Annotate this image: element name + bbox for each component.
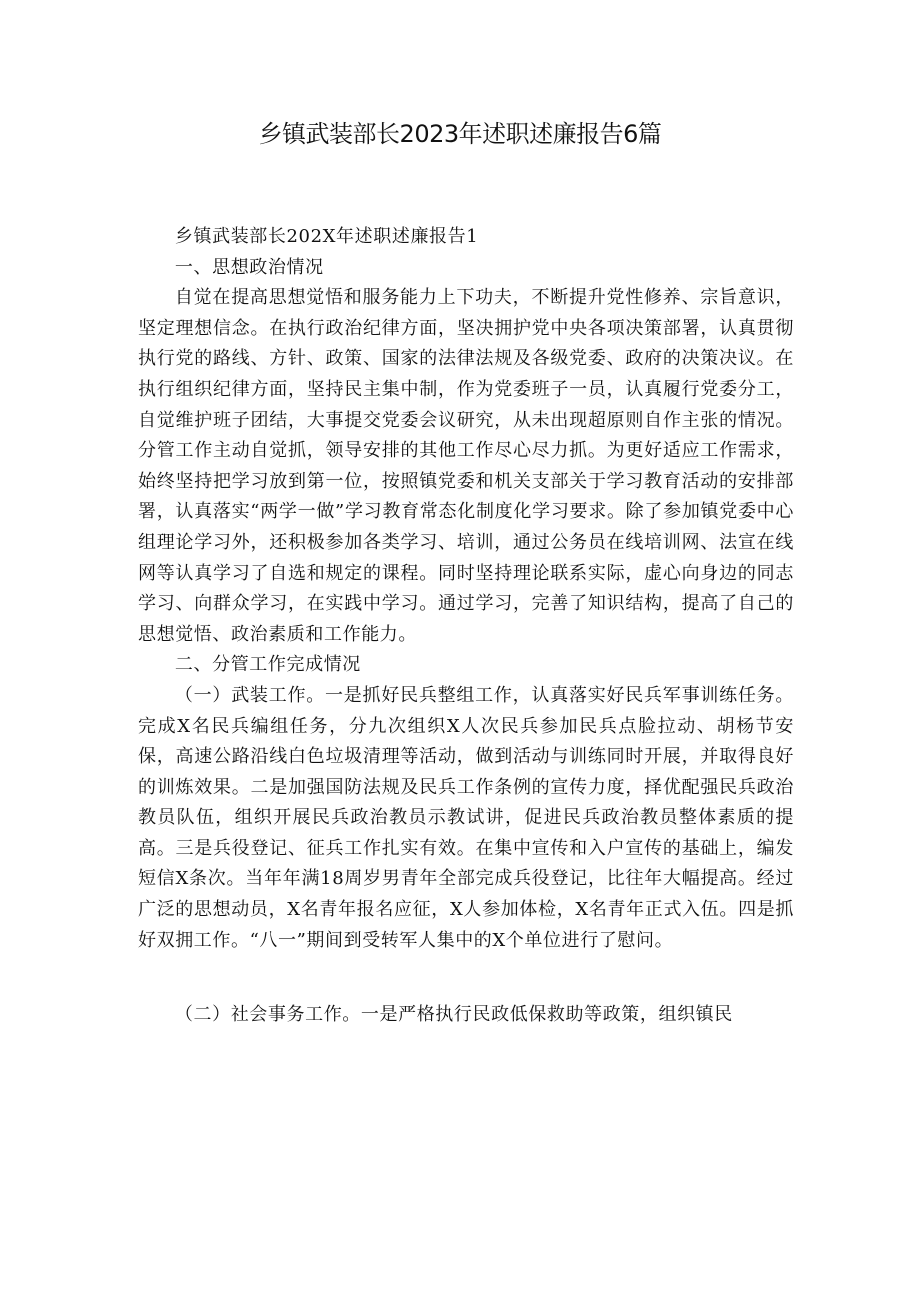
document-body bbox=[138, 222, 794, 1031]
report-subtitle: 乡镇武装部长202X年述职述廉报告1 bbox=[174, 226, 479, 247]
section-heading-ideology: 一、思想政治情况 bbox=[174, 256, 324, 278]
document-title: 乡镇武装部长2023年述职述廉报告6篇 bbox=[258, 120, 662, 148]
paragraph-social-affairs-work: （二）社会事务工作。一是严格执行民政低保救助等政策，组织镇民 bbox=[174, 1004, 733, 1026]
paragraph-gap bbox=[138, 956, 794, 1000]
paragraph-armed-forces-work: （一）武装工作。一是抓好民兵整组工作，认真落实好民兵军事训练任务。完成X名民兵编组任务，分九次组织X人次民兵参加民兵点脸拉动、胡杨节安保，高速公路沿线白色垃圾清理等活动，做到活动与训练同时开展，并取得良好的训炼效果。二是加强国防法规及民兵工作条例的宣传力度，择优配强民兵政治教员队伍，组织开展民兵政治教员示教试讲，促进民兵政治教员整体素质的提高。三是兵役登记、征兵工作扎实有效。在集中宣传和入户宣传的基础上，编发短信X条次。当年年满18周岁男青年全部完成兵役登记，比往年大幅提高。经过广泛的思想动员，X名青年报名应征，X人参加体检，X名青年正式入伍。四是抓好双拥工作。“八一”期间到受转军人集中的X个单位进行了慰问。 bbox=[138, 684, 794, 951]
paragraph-ideology: 自觉在提高思想觉悟和服务能力上下功夫，不断提升党性修养、宗旨意识，坚定理想信念。在执行政治纪律方面，坚决拥护党中央各项决策部署，认真贯彻执行党的路线、方针、政策、国家的法律法规及各级党委、政府的决策决议。在执行组织纪律方面，坚持民主集中制，作为党委班子一员，认真履行党委分工，自觉维护班子团结，大事提交党委会议研究，从未出现超原则自作主张的情况。分管工作主动自觉抓，领导安排的其他工作尽心尽力抓。为更好适应工作需求，始终坚持把学习放到第一位，按照镇党委和机关支部关于学习教育活动的安排部署，认真落实“两学一做”学习教育常态化制度化学习要求。除了参加镇党委中心组理论学习外，还积极参加各类学习、培训，通过公务员在线培训网、法宣在线网等认真学习了自选和规定的课程。同时坚持理论联系实际，虚心向身边的同志学习、向群众学习，在实践中学习。通过学习，完善了知识结构，提高了自己的思想觉悟、政治素质和工作能力。 bbox=[138, 287, 794, 645]
section-heading-work: 二、分管工作完成情况 bbox=[174, 654, 361, 676]
